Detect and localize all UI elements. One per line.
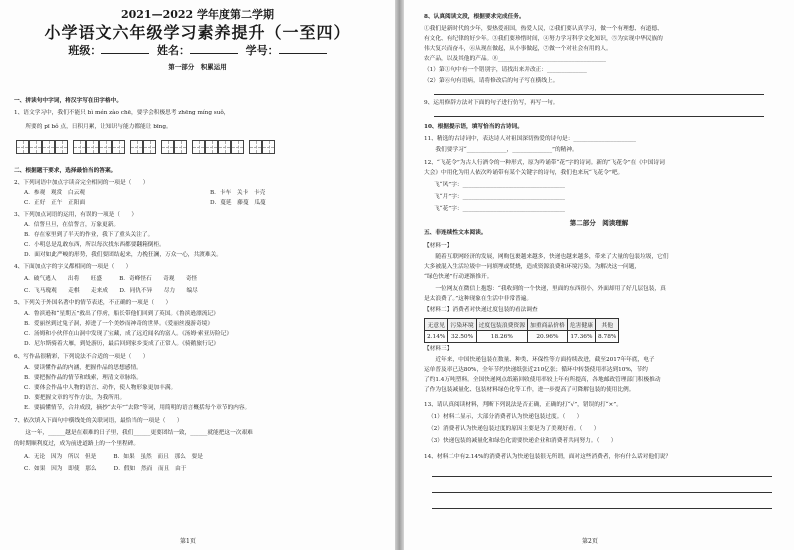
question-7: 7、依次填入下面句中横线处的关联词语，最恰当的一项是（ ） [14,418,183,424]
question-text: 所要的 pī bǒ 点，日积月累，让知识与能力都能让 bīng。 [14,124,172,130]
table-header-cell: 无意见 [425,319,448,331]
grid-cell[interactable] [16,140,29,154]
grid-cell[interactable] [262,140,275,154]
grid-cell[interactable] [143,140,156,154]
grid-cell[interactable] [42,140,55,154]
question-2: 2、下列词语中加点字读音完全相同的一项是（ ） [14,180,149,186]
question-text: 1、语文学习中，我们不能只 bì mén zào chē，要学会积极思考 zhēng míng suǒ， [14,110,230,116]
page-number: 第2页 [582,538,598,545]
option-b[interactable]: B．要把握作品的情节和线索，理清文章脉络。 [24,375,142,381]
table-value-cell: 2.14% [425,331,448,343]
grid-cell[interactable] [130,140,143,154]
option-a[interactable]: A．信誓旦旦，在信誓言，万象更新。 [24,222,120,228]
passage-line: 运单普及率已达80%，全年节约快递纸张近210亿张；循环中转袋使用率达到10%，节约 [424,367,648,373]
question-text: 的时期顺利度过，成为前进道路上的一个里程碑。 [14,441,140,447]
option-d[interactable]: D．面对如此严峻的形势，我们要团结起来，力挽狂澜，万众一心，共渡难关。 [24,252,222,258]
class-blank[interactable] [101,44,149,54]
right-page [404,0,794,550]
option-d[interactable]: D．尼尔斯骑着大雁，到处游历，最后回到家乡变成了正常人。《骑鹅旅行记》 [24,341,220,347]
page-number: 第1页 [180,538,196,545]
grid-cell[interactable] [55,140,68,154]
left-page [0,0,395,550]
sub-question: （1）第①句中有一个错别字，请找出来并改正：______________ [424,67,587,73]
answer-line[interactable] [434,94,764,95]
judgement-item[interactable]: （3）快递包装的减量化和绿色化需要快递企业和消费者共同努力。（ ） [428,438,617,444]
option-d[interactable]: D．要把握文章的写作方法，为我所用。 [24,395,126,401]
section-2-heading: 二、根据题干要求，选择最恰当的答案。 [14,168,117,174]
grid-cell[interactable] [99,140,112,154]
grid-cell[interactable] [73,140,86,154]
passage-line: 伟大复兴而奋斗，⑥从现在做起，从小事做起，⑦做一个对社会有用的人。 [424,46,612,52]
question-9: 9、运用修辞方法对下面的句子进行仿写，再写一句。 [424,100,559,106]
question-12: 12、“飞花令”为古人行酒令的一种形式，原为吟诵带“花”字的诗词。新的“飞花令”在《中国诗词 [424,160,665,166]
material-3-label: 【材料三】 [424,346,453,352]
question-8: 8、认真阅读文段，根据要求完成任务。 [424,14,525,20]
table-value-cell: 32.50% [448,331,476,343]
id-label: 学号： [245,44,279,57]
table-value-cell: 17.36% [567,331,595,343]
answer-yue[interactable]: 飞“月”字：____________________________________ [434,194,565,200]
question-11: 11、精选的古诗词中，表达诗人对祖国深切热爱的诗句是：______________________ [424,136,636,142]
table-value-cell: 8.78% [596,331,619,343]
option-c[interactable]: C．正好 正午 正阳面 [24,200,86,206]
option-c[interactable]: C．小明总是乱敢东西，所以每次找东西都要翻箱倒柜。 [24,242,165,248]
question-10: 10、根据提示语，填写恰当的古诗词。 [424,124,523,130]
book-gutter [395,0,404,550]
grid-cell[interactable] [86,140,99,154]
exam-title: 小学语文六年级学习素养提升（一至四） [44,23,351,42]
passage-line: ①我们是新时代的少年，要热爱祖国，热爱人民，②我们要认真学习，做一个有理想、有道德、 [424,26,663,32]
grid-cell[interactable] [249,140,262,154]
name-blank[interactable] [190,44,238,54]
question-6: 6、写作品很精彩，下列说法不合适的一项是（ ） [14,354,149,360]
answer-line[interactable] [434,116,764,117]
answer-line[interactable] [432,492,772,493]
table-header-cell: 危害健康 [567,319,595,331]
question-text: 我们要学习“______________，______________”的精神。 [424,147,578,153]
grid-cell[interactable] [112,140,125,154]
passage-line: 一位网友在微信上抱怨：“我收到的一个快递，里面的东西很小，外面却用了好几层包装，真 [424,286,666,292]
passage-line: 有文化、有纪律的好少年。③我们要珍惜时间，④努力学习科学文化知识，⑤为实现中华民族的 [424,36,663,42]
student-info-line [0,42,395,58]
answer-feng[interactable]: 飞“风”字：____________________________________ [434,182,565,188]
grid-cell[interactable] [192,140,205,154]
writing-grid[interactable] [16,140,275,154]
material-2-label: 【材料二】消费者对快递过度包装的看法调查 [424,307,538,313]
table-value-cell: 18.26% [476,331,527,343]
option-a[interactable]: A．参观 观赏 白云观 [24,190,85,196]
grid-cell[interactable] [218,140,231,154]
answer-line[interactable] [432,476,772,477]
question-text: 这一年，______越是在艰难的日子里，我们______更要团结一致，______就能把这一次艰难 [14,430,253,436]
option-a[interactable]: A．要读懂作品的内涵，把握作品的思想感情。 [24,365,142,371]
grid-cell[interactable] [231,140,244,154]
option-row[interactable]: A．破气逃人 出将 旺盛 B．奇峰怪石 奇观 奇怪 [24,276,198,282]
answer-line[interactable] [432,508,772,509]
grid-cell[interactable] [161,140,174,154]
exam-term-title: 2021—2022 学年度第二学期 [120,8,275,21]
option-a[interactable]: A．鲁滨逊和“星期五”救出了俘虏，船长带他们回到了英国。《鲁滨逊漂流记》 [24,311,219,317]
question-3: 3、下列加点词语的运用，有误的一项是（ ） [14,212,138,218]
passage-line: 大多被混入生活垃圾中一同填埋或焚烧，造成资源浪费和环境污染。为解决这一问题， [424,264,641,270]
option-d[interactable]: D．蔓延 藤蔓 瓜蔓 [210,200,266,206]
survey-table [424,318,619,343]
judgement-item[interactable]: （2）消费者认为快递包装过度的原因主要是为了美观好看。（ ） [428,426,600,432]
option-c[interactable]: C．要体会作品中人物的语言、动作，使人物形象更加丰满。 [24,385,177,391]
option-row[interactable]: C．如果 因为 即使 那么 D．假如 然而 而且 由于 [24,466,187,472]
table-header-cell: 加重商品价格 [528,319,568,331]
section-1-heading: 一、拼读句中字词，将汉字写在田字格中。 [14,98,123,104]
question-14: 14、材料二中有2.14%的消费者认为快递包装很无所谓，面对这些消费者，你有什么话对他们说？ [424,454,672,460]
option-b[interactable]: B．卡车 关卡 卡壳 [210,190,266,196]
judgement-item[interactable]: （1）材料二显示，大部分消费者认为快递包装过度。（ ） [428,414,583,420]
passage-line: 农产品，以及其他的产品。⑧______________________________________ [424,56,606,62]
option-row[interactable]: C．飞马瑰观 走棋 走来成 D．同仇不异 尽力 编尽 [24,288,198,294]
passage-line: 随着互联网经济的发展，网购包裹越来越多，快递也越来越多，带来了大量的包装垃圾，它们 [424,254,669,260]
class-label: 班级： [68,44,102,57]
option-c[interactable]: C．汤姆和小伙伴在山洞中发现了宝藏，成了远近闻名的富人。《汤姆·索亚历险记》 [24,331,233,337]
option-e[interactable]: E．要搞懂情节，合并成段，摘抄“去年”“去除”等词，用简明的语言概括每个章节的内容。 [24,405,251,411]
part2-label: 第二部分 阅读理解 [569,219,629,227]
option-b[interactable]: B．爱丽丝到过兔子洞，掉进了一个美妙而神奇的世界。《爱丽丝漫游奇境》 [24,321,214,327]
name-label: 姓名： [157,44,190,57]
passage-line: 是太浪费了。”这种现象在生活中非常普遍。 [424,296,533,302]
passage-line: “绿色快递”行动逐渐推开。 [424,274,493,280]
grid-cell[interactable] [29,140,42,154]
passage-line: 了作为包装减量化、包装材料绿色化等工作，进一步提高了可降解包装的使用比例。 [424,387,635,393]
grid-cell[interactable] [174,140,187,154]
table-header-cell: 其他 [596,319,619,331]
part1-label: 第一部分 积累运用 [168,63,227,71]
passage-line: 近年来，中国快递包装在数量、种类、环保性等方面持续改进，截至2017年年底，电子 [424,357,655,363]
option-row[interactable]: A．无论 因为 所以 但是 B．如果 虽然 而且 那么 要是 [24,454,203,460]
material-1-label: 【材料一】 [424,243,453,249]
passage-line: 了约1.4万吨塑料。全国快递网点纸箱回收使用率较上年有所提高，各地邮政管理部门积极推动 [424,377,661,383]
question-5: 5、下列关于外国名著中的情节表述，不正确的一项是（ ） [14,300,172,306]
section-5-heading: 五、非连续性文本阅读。 [424,230,487,236]
answer-hua[interactable]: 飞“花”字：____________________________________ [434,206,565,212]
sub-question: （2）第⑥句有语病，请将修改后的句子写在横线上。 [424,78,559,84]
table-value-cell: 20.96% [528,331,568,343]
question-text: 大会》中用化为用人依次吟诵带有某个关键字的诗句，我们也来玩“飞花令”吧。 [424,170,624,176]
table-header-cell: 污染环境 [448,319,476,331]
question-13: 13、请认真阅读材料，判断下列说法是否正确，正确的打“√”，错误的打“×”。 [424,402,622,408]
grid-cell[interactable] [205,140,218,154]
table-header-cell: 过度包装浪费资源 [476,319,527,331]
id-blank[interactable] [279,44,327,54]
option-b[interactable]: B．存在家里到了半天的作业，我下了重头关注了。 [24,232,154,238]
question-4: 4、下面加点字的字义都相同的一项是（ ） [14,264,132,270]
